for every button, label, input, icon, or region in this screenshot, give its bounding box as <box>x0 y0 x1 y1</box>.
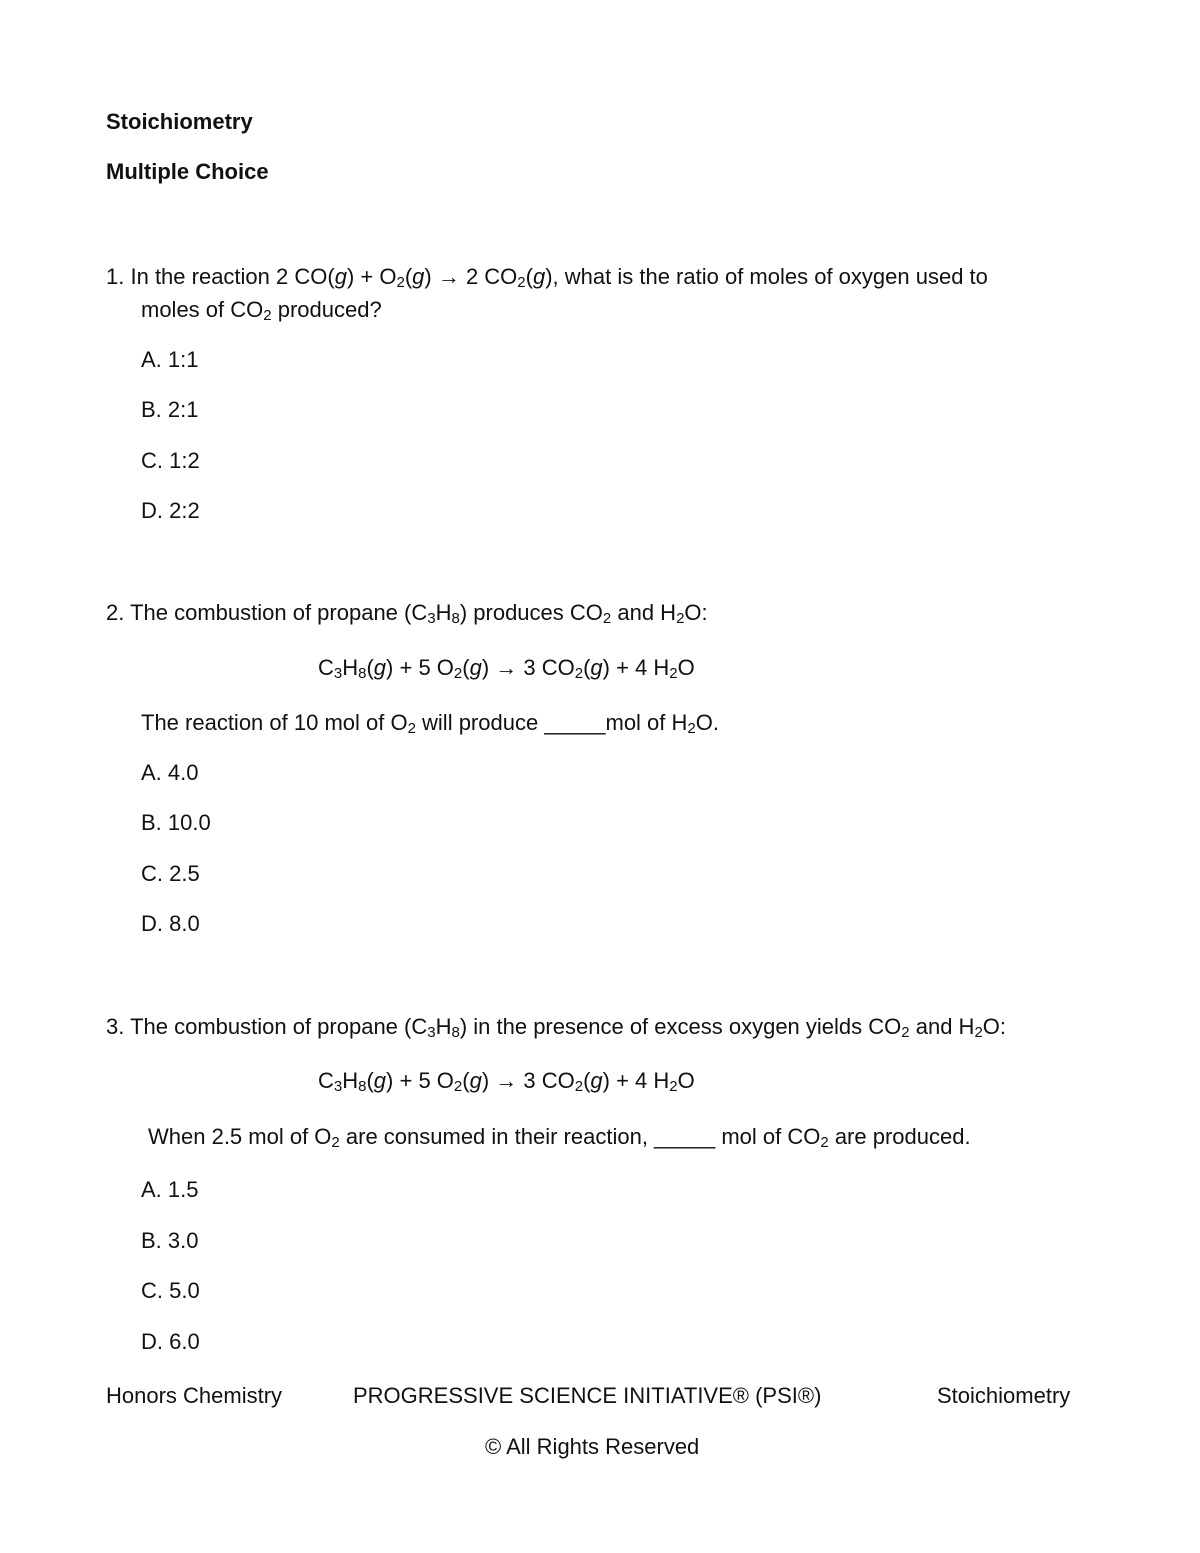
document-subtitle: Multiple Choice <box>106 159 269 184</box>
equation-text: O <box>677 655 695 680</box>
state-g: g <box>334 264 347 289</box>
subscript: 3 <box>427 1024 436 1041</box>
equation-text: ) + 5 O <box>386 655 454 680</box>
question-3-stem <box>106 1014 1006 1040</box>
subscript: 2 <box>574 1078 584 1095</box>
stem-text: O: <box>982 1014 1007 1039</box>
equation-text: ( <box>462 655 470 680</box>
footer-organization: PROGRESSIVE SCIENCE INITIATIVE® (PSI®) <box>353 1383 822 1408</box>
equation-text: ) + 4 H <box>602 1068 670 1093</box>
subscript: 2 <box>602 610 612 627</box>
question-2-choice-b: B. 10.0 <box>141 810 211 835</box>
subscript: 3 <box>427 610 436 627</box>
equation-text: ) + 5 O <box>386 1068 454 1093</box>
subscript: 2 <box>263 307 272 324</box>
subscript: 2 <box>453 1078 463 1095</box>
question-3-choice-a: A. 1.5 <box>141 1177 199 1202</box>
state-g: g <box>590 1068 603 1093</box>
equation-text: ( <box>583 1068 591 1093</box>
equation-text: H <box>342 1068 359 1093</box>
stem-text: H <box>435 600 452 625</box>
subscript: 8 <box>358 1078 367 1095</box>
question-3-choice-d: D. 6.0 <box>141 1329 200 1354</box>
stem-text: and H <box>611 600 677 625</box>
question-number: 2. <box>106 600 125 625</box>
state-g: g <box>373 1068 387 1093</box>
subscript: 2 <box>574 665 584 682</box>
subscript: 2 <box>901 1024 910 1041</box>
equation-text: ( <box>462 1068 470 1093</box>
equation-text: O <box>677 1068 695 1093</box>
subscript: 2 <box>676 610 685 627</box>
subscript: 2 <box>687 720 696 737</box>
equation-text: ( <box>366 655 374 680</box>
equation-text: ) + 4 H <box>602 655 670 680</box>
question-3-prompt <box>148 1124 971 1150</box>
question-number: 3. <box>106 1014 125 1039</box>
question-1-stem-line-2 <box>141 297 382 323</box>
prompt-text: are produced. <box>828 1124 971 1149</box>
equation-text: C <box>318 1068 334 1093</box>
question-3-choice-c: C. 5.0 <box>141 1278 200 1303</box>
stem-text: moles of CO <box>141 297 264 322</box>
document-title: Stoichiometry <box>106 109 253 134</box>
question-2-prompt <box>141 710 719 736</box>
question-1-choice-c: C. 1:2 <box>141 448 200 473</box>
stem-text: ( <box>404 264 413 289</box>
stem-text: ) + O <box>346 264 397 289</box>
equation-text: ) → 3 CO <box>481 655 575 680</box>
subscript: 8 <box>451 1024 460 1041</box>
state-g: g <box>590 655 603 680</box>
equation-text: ( <box>583 655 591 680</box>
prompt-text: The reaction of 10 mol of O <box>141 710 408 735</box>
subscript: 2 <box>331 1134 340 1151</box>
question-2-choice-d: D. 8.0 <box>141 911 200 936</box>
state-g: g <box>469 655 482 680</box>
question-2-choice-a: A. 4.0 <box>141 760 199 785</box>
footer-topic: Stoichiometry <box>937 1383 1071 1408</box>
equation-text: C <box>318 655 334 680</box>
stem-text: and H <box>909 1014 975 1039</box>
question-2-choice-c: C. 2.5 <box>141 861 200 886</box>
prompt-text: are consumed in their reaction, _____ mol of CO <box>339 1124 821 1149</box>
question-2-stem <box>106 600 708 626</box>
state-g: g <box>469 1068 482 1093</box>
subscript: 2 <box>974 1024 983 1041</box>
subscript: 2 <box>820 1134 829 1151</box>
subscript: 3 <box>333 1078 343 1095</box>
subscript: 3 <box>333 665 343 682</box>
stem-text: The combustion of propane (C <box>130 1014 428 1039</box>
equation-text: ( <box>366 1068 374 1093</box>
prompt-text: O. <box>695 710 719 735</box>
stem-text: H <box>435 1014 452 1039</box>
equation-text: H <box>342 655 359 680</box>
subscript: 2 <box>396 274 405 291</box>
question-3-equation <box>318 1068 695 1094</box>
state-g: g <box>532 264 546 289</box>
question-number: 1. <box>106 264 125 289</box>
subscript: 2 <box>453 665 463 682</box>
question-1-choice-d: D. 2:2 <box>141 498 200 523</box>
state-g: g <box>412 264 425 289</box>
subscript: 2 <box>407 720 416 737</box>
stem-text: ( <box>525 264 533 289</box>
stem-text: ) in the presence of excess oxygen yields CO <box>459 1014 902 1039</box>
footer-copyright: © All Rights Reserved <box>485 1434 700 1459</box>
question-3-choice-b: B. 3.0 <box>141 1228 199 1253</box>
subscript: 2 <box>669 665 678 682</box>
footer-course: Honors Chemistry <box>106 1383 283 1408</box>
subscript: 8 <box>451 610 460 627</box>
question-1-stem-line-1 <box>106 264 988 290</box>
prompt-text: will produce _____mol of H <box>415 710 688 735</box>
stem-text: ), what is the ratio of moles of oxygen used to <box>545 264 988 289</box>
stem-text: ) produces CO <box>459 600 603 625</box>
equation-text: ) → 3 CO <box>481 1068 575 1093</box>
question-1-choice-b: B. 2:1 <box>141 397 199 422</box>
stem-text: O: <box>684 600 708 625</box>
stem-text: ) → 2 CO <box>424 264 518 289</box>
question-2-equation <box>318 655 695 681</box>
state-g: g <box>373 655 387 680</box>
question-1-choice-a: A. 1:1 <box>141 347 199 372</box>
stem-text: In the reaction 2 CO( <box>130 264 335 289</box>
subscript: 2 <box>517 274 526 291</box>
stem-text: produced? <box>271 297 382 322</box>
subscript: 2 <box>669 1078 678 1095</box>
stem-text: The combustion of propane (C <box>130 600 428 625</box>
prompt-text: When 2.5 mol of O <box>148 1124 332 1149</box>
subscript: 8 <box>358 665 367 682</box>
